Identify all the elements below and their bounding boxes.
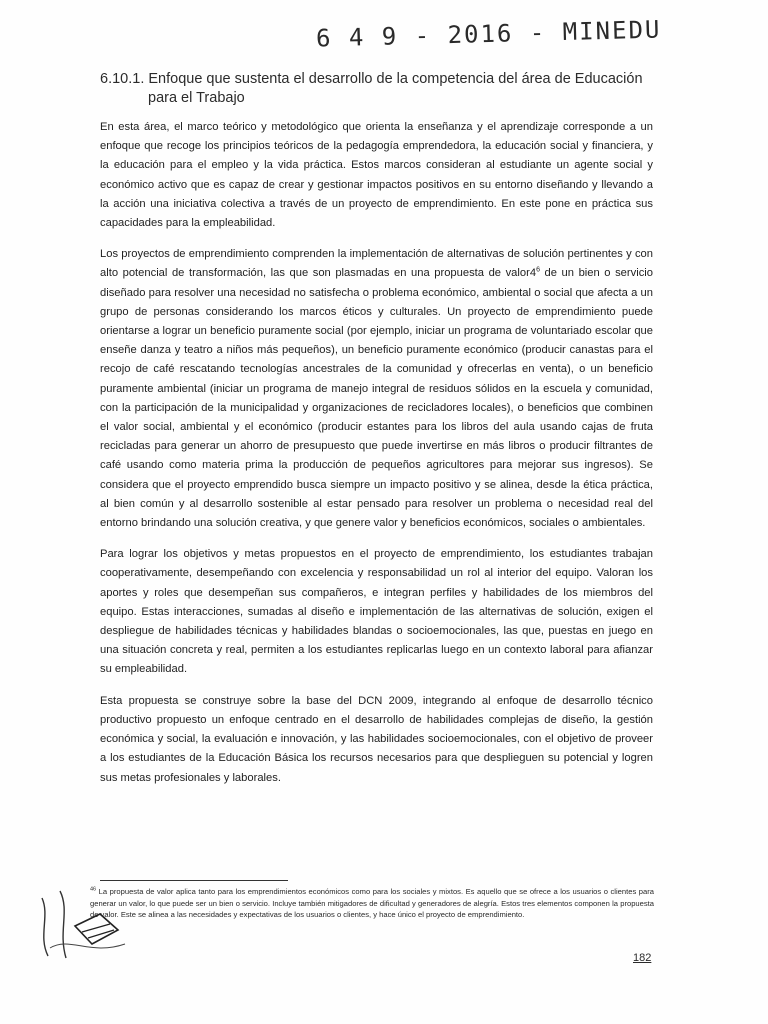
section-title-line1: Enfoque que sustenta el desarrollo de la competencia del área de Educación — [148, 71, 643, 87]
section-heading — [100, 70, 660, 108]
footnote-divider — [100, 880, 288, 881]
paragraph-2-lead: Los proyectos de emprendimiento comprenden la implementación de alternativas de solución pertinentes y con alto potencial de transformación, las que son plasmadas en una propuesta de valor4 — [100, 248, 653, 280]
paragraph-2-rest: de un bien o servicio diseñado para resolver una necesidad no satisfecha o problema económico, ambiental o social que afecta a un grupo de personas considerando los marcos éticos y culturales. Un proyecto de emprendimiento puede orientarse a lograr un beneficio puramente social (por ejemplo, iniciar un programa de voluntariado escolar que enseñe danza y teatro a niños más pequeños), un beneficio puramente económico (producir canastas para el recojo de café rescatando tecnologías ancestrales de la comunidad y ofrecerlas en venta), o un beneficio puramente ambiental (iniciar un programa de manejo integral de residuos sólidos en la escuela y comunidad, con la participación de la municipalidad y organizaciones de recicladores locales), o beneficios que combinen el valor social, ambiental y el económico (producir estantes para los libros del aula usando cajas de fruta recicladas para generar un ahorro de presupuesto que puede invertirse en más libros o producir filtrantes de café usando como materia prima la producción de pequeños agricultores para mejorar sus ingresos). Se considera que el proyecto emprendido busca siempre un impacto positivo y se alinea, desde la ética práctica, al bien común y al desarrollo sostenible al estar pensado para resolver un problema o necesidad real del entorno brindando una solución creativa, y que genere valor y beneficios económicos, sociales o ambientales. — [100, 267, 653, 530]
section-number: 6.10.1. — [100, 71, 145, 87]
footnote-text: La propuesta de valor aplica tanto para los emprendimientos económicos como para los sociales y mixtos. Es aquello que se ofrece a los usuarios o clientes para generar un valor, lo que puede ser un bien o servicio. Incluye también mitigadores de dificultad y generadores de alegría. Estos tres elementos componen la propuesta de valor. Este se alinea a las necesidades y expectativas de los usuarios o clientes, y hace único el proyecto de emprendimiento. — [90, 887, 654, 919]
section-title-line2: para el Trabajo — [148, 90, 245, 106]
body-text — [100, 118, 653, 800]
paragraph-1: En esta área, el marco teórico y metodológico que orienta la enseñanza y el aprendizaje corresponde a un enfoque que recoge los principios teóricos de la pedagogía emprendedora, la educación social y financiera, y la educación para el empleo y la vida práctica. Estos marcos consideran al estudiante un agente social y económico activo que es capaz de crear y gestionar impactos positivos en su entorno diseñando y llevando a la acción una iniciativa colectiva a través de un proyecto de emprendimiento. En este pone en práctica sus capacidades para la empleabilidad. — [100, 121, 653, 230]
document-number-stamp: 6 4 9 - 2016 - MINEDU — [315, 15, 662, 53]
footnote-reference: 6 — [536, 266, 540, 274]
paragraph-4: Esta propuesta se construye sobre la base del DCN 2009, integrando al enfoque de desarrollo técnico productivo propuesto un enfoque centrado en el desarrollo de habilidades complejas de diseño, la gestión económica y social, la evaluación e innovación, y las habilidades socioemocionales, con el objetivo de proveer a los estudiantes de la Educación Básica los recursos necesarios para que desplieguen su potencial y logren sus metas profesionales y laborales. — [100, 694, 653, 784]
footnote-mark: 46 — [90, 886, 97, 893]
paragraph-3: Para lograr los objetivos y metas propuestos en el proyecto de emprendimiento, los estudiantes trabajan cooperativamente, desempeñando con excelencia y responsabilidad un rol al interior del equipo. Valoran los aportes y roles que desempeñan sus compañeros, e integran perfiles y habilidades de los miembros del equipo. Estas interacciones, sumadas al diseño e implementación de las alternativas de solución, exigen el despliegue de habilidades técnicas y habilidades blandas o socioemocionales, las que, puestas en juego en una situación concreta y real, permiten a los estudiantes replicarlas luego en un contexto laboral para afianzar su empleabilidad. — [100, 548, 653, 676]
footnote — [90, 886, 654, 921]
paragraph-2 — [100, 245, 653, 533]
page-number: 182 — [633, 952, 652, 964]
